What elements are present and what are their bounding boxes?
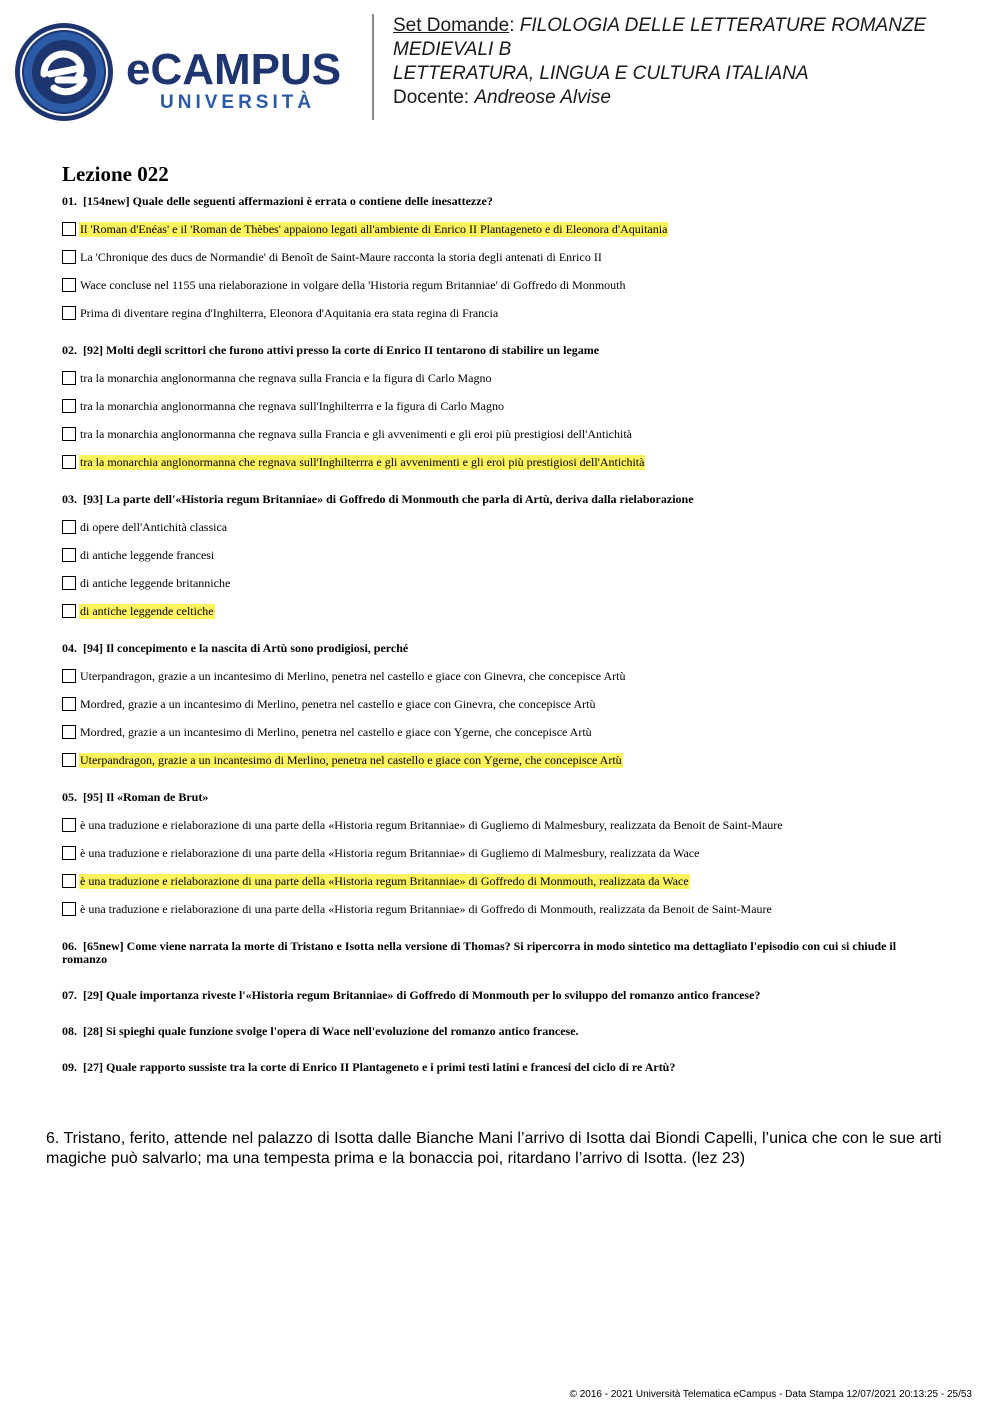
answer-option[interactable] xyxy=(62,271,942,299)
answer-text: Wace concluse nel 1155 una rielaborazione in volgare della 'Historia regum Britanniae' di Goffredo di Monmouth xyxy=(80,277,626,292)
question-2 xyxy=(62,344,942,476)
question-4 xyxy=(62,642,942,774)
logo-word: eCAMPUS xyxy=(126,45,342,94)
course-line-1: FILOLOGIA DELLE LETTERATURE ROMANZE xyxy=(519,15,927,36)
checkbox[interactable] xyxy=(62,818,76,832)
checkbox[interactable] xyxy=(62,846,76,860)
answer-text: di antiche leggende britanniche xyxy=(80,575,231,590)
checkbox[interactable] xyxy=(62,520,76,534)
docente-label: Docente: xyxy=(393,87,470,108)
logo-emblem xyxy=(15,23,113,121)
set-label: Set Domande xyxy=(393,15,510,36)
header-line-1: Set Domande: FILOLOGIA DELLE LETTERATURE ROMANZE xyxy=(393,15,927,36)
answer-text: di antiche leggende francesi xyxy=(80,547,215,562)
course-line-2: MEDIEVALI B xyxy=(393,39,512,60)
answer-list xyxy=(62,513,942,625)
checkbox[interactable] xyxy=(62,222,76,236)
answer-option[interactable] xyxy=(62,299,942,327)
header-line-3 xyxy=(393,62,983,86)
question-body: [29] Quale importanza riveste l'«Historia regum Britanniae» di Goffredo di Monmouth per lo sviluppo del romanzo antico francese? xyxy=(83,988,761,1002)
answer-list xyxy=(62,662,942,774)
question-text xyxy=(62,642,942,655)
question-text xyxy=(62,493,942,506)
checkbox[interactable] xyxy=(62,669,76,683)
answer-option[interactable] xyxy=(62,895,942,923)
question-number: 08. xyxy=(62,1024,77,1038)
checkbox[interactable] xyxy=(62,278,76,292)
checkbox[interactable] xyxy=(62,576,76,590)
answer-option[interactable] xyxy=(62,839,942,867)
header-line-2 xyxy=(393,38,983,62)
course-line-3: LETTERATURA, LINGUA E CULTURA ITALIANA xyxy=(393,63,809,84)
question-text xyxy=(62,344,942,357)
answer-option[interactable] xyxy=(62,243,942,271)
question-number: 09. xyxy=(62,1060,77,1074)
answer-text: Uterpandragon, grazie a un incantesimo di Merlino, penetra nel castello e giace con Ginevra, che concepisce Artù xyxy=(80,668,626,683)
checkbox[interactable] xyxy=(62,306,76,320)
checkbox[interactable] xyxy=(62,874,76,888)
answer-list xyxy=(62,364,942,476)
checkbox[interactable] xyxy=(62,399,76,413)
answer-text: tra la monarchia anglonormanna che regnava sull'Inghilterrra e la figura di Carlo Magno xyxy=(80,398,504,413)
answer-text: di opere dell'Antichità classica xyxy=(80,519,228,534)
answer-text: è una traduzione e rielaborazione di una parte della «Historia regum Britanniae» di Goffredo di Monmouth, realizzata da Benoit de Saint-Maure xyxy=(80,901,772,916)
answer-option[interactable] xyxy=(62,392,942,420)
logo-sub: UNIVERSITÀ xyxy=(160,92,316,113)
answer-list xyxy=(62,811,942,923)
answer-text: è una traduzione e rielaborazione di una parte della «Historia regum Britanniae» di Gugliemo di Malmesbury, realizzata da Benoit de Saint-Maure xyxy=(80,817,783,832)
answer-option[interactable] xyxy=(62,811,942,839)
multiple-choice-questions xyxy=(62,195,942,923)
answer-text-highlighted: è una traduzione e rielaborazione di una parte della «Historia regum Britanniae» di Goffredo di Monmouth, realizzata da Wace xyxy=(80,873,689,888)
question-3 xyxy=(62,493,942,625)
answer-note: 6. Tristano, ferito, attende nel palazzo di Isotta dalle Bianche Mani l’arrivo di Isotta dai Biondi Capelli, l’unica che con le sue arti magiche può salvarlo; ma una tempesta prima e la bonaccia poi, ritardano l’arrivo di Isotta. (lez 23) xyxy=(46,1130,942,1167)
question-text xyxy=(62,791,942,804)
answer-option[interactable] xyxy=(62,569,942,597)
checkbox[interactable] xyxy=(62,753,76,767)
answer-option[interactable] xyxy=(62,215,942,243)
answer-list xyxy=(62,215,942,327)
checkbox[interactable] xyxy=(62,371,76,385)
question-set xyxy=(62,160,942,1097)
question-1 xyxy=(62,195,942,327)
checkbox[interactable] xyxy=(62,902,76,916)
question-number: 04. xyxy=(62,641,77,655)
question-number: 05. xyxy=(62,790,77,804)
checkbox[interactable] xyxy=(62,548,76,562)
question-body: [27] Quale rapporto sussiste tra la corte di Enrico II Plantageneto e i primi testi latini e francesi del ciclo di re Artù? xyxy=(83,1060,676,1074)
open-question-07 xyxy=(62,989,942,1002)
answer-text: Prima di diventare regina d'Inghilterra, Eleonora d'Aquitania era stata regina di Francia xyxy=(80,305,499,320)
answer-option[interactable] xyxy=(62,597,942,625)
answer-text: tra la monarchia anglonormanna che regnava sulla Francia e gli avvenimenti e gli eroi più prestigiosi dell'Antichità xyxy=(80,426,632,441)
question-body: [65new] Come viene narrata la morte di Tristano e Isotta nella versione di Thomas? Si ripercorra in modo sintetico ma dettagliato l'episodio con cui si chiude il romanzo xyxy=(62,939,897,966)
answer-option[interactable] xyxy=(62,513,942,541)
answer-text-highlighted: Uterpandragon, grazie a un incantesimo di Merlino, penetra nel castello e giace con Ygerne, che concepisce Artù xyxy=(80,752,622,767)
header-line-4 xyxy=(393,86,983,110)
answer-option[interactable] xyxy=(62,867,942,895)
question-body: [28] Si spieghi quale funzione svolge l'opera di Wace nell'evoluzione del romanzo antico francese. xyxy=(83,1024,579,1038)
question-5 xyxy=(62,791,942,923)
checkbox[interactable] xyxy=(62,250,76,264)
question-number: 02. xyxy=(62,343,77,357)
checkbox[interactable] xyxy=(62,455,76,469)
answer-text-highlighted: tra la monarchia anglonormanna che regnava sull'Inghilterrra e gli avvenimenti e gli eroi più prestigiosi dell'Antichità xyxy=(80,454,645,469)
answer-text-highlighted: Il 'Roman d'Enéas' e il 'Roman de Thèbes' appaiono legati all'ambiente di Enrico II Plantageneto e di Eleonora d'Aquitania xyxy=(80,221,668,236)
answer-text: La 'Chronique des ducs de Normandie' di Benoît de Saint-Maure racconta la storia degli antenati di Enrico II xyxy=(80,249,602,264)
header xyxy=(393,14,983,110)
answer-option[interactable] xyxy=(62,746,942,774)
page-footer: © 2016 - 2021 Università Telematica eCampus - Data Stampa 12/07/2021 20:13:25 - 25/53 xyxy=(569,1389,972,1400)
question-body: [94] Il concepimento e la nascita di Artù sono prodigiosi, perché xyxy=(83,641,409,655)
ecampus-logo xyxy=(14,22,364,122)
answer-option[interactable] xyxy=(62,420,942,448)
question-body: [92] Molti degli scrittori che furono attivi presso la corte di Enrico II tentarono di stabilire un legame xyxy=(83,343,600,357)
question-number: 06. xyxy=(62,939,77,953)
open-questions xyxy=(62,940,942,1074)
question-number: 01. xyxy=(62,194,77,208)
question-number: 03. xyxy=(62,492,77,506)
checkbox[interactable] xyxy=(62,697,76,711)
question-body: [93] La parte dell'«Historia regum Britanniae» di Goffredo di Monmouth che parla di Artù, deriva dalla rielaborazione xyxy=(83,492,694,506)
lesson-title: Lezione 022 xyxy=(62,162,169,186)
open-question-08 xyxy=(62,1025,942,1038)
question-text xyxy=(62,195,942,208)
answer-text: è una traduzione e rielaborazione di una parte della «Historia regum Britanniae» di Gugliemo di Malmesbury, realizzata da Wace xyxy=(80,845,700,860)
checkbox[interactable] xyxy=(62,604,76,618)
answer-option[interactable] xyxy=(62,448,942,476)
answer-text: Mordred, grazie a un incantesimo di Merlino, penetra nel castello e giace con Ginevra, che concepisce Artù xyxy=(80,696,596,711)
docente-name: Andreose Alvise xyxy=(474,87,611,108)
answer-text-highlighted: di antiche leggende celtiche xyxy=(80,603,214,618)
checkbox[interactable] xyxy=(62,427,76,441)
open-question-09 xyxy=(62,1061,942,1074)
question-number: 07. xyxy=(62,988,77,1002)
question-body: [154new] Quale delle seguenti affermazioni è errata o contiene delle inesattezze? xyxy=(83,194,493,208)
answer-text: Mordred, grazie a un incantesimo di Merlino, penetra nel castello e giace con Ygerne, che concepisce Artù xyxy=(80,724,592,739)
header-divider xyxy=(372,14,374,120)
answer-option[interactable] xyxy=(62,541,942,569)
answer-option[interactable] xyxy=(62,718,942,746)
question-body: [95] Il «Roman de Brut» xyxy=(83,790,209,804)
open-question-06 xyxy=(62,940,942,966)
checkbox[interactable] xyxy=(62,725,76,739)
answer-option[interactable] xyxy=(62,662,942,690)
answer-text: tra la monarchia anglonormanna che regnava sulla Francia e la figura di Carlo Magno xyxy=(80,370,492,385)
answer-option[interactable] xyxy=(62,690,942,718)
answer-option[interactable] xyxy=(62,364,942,392)
